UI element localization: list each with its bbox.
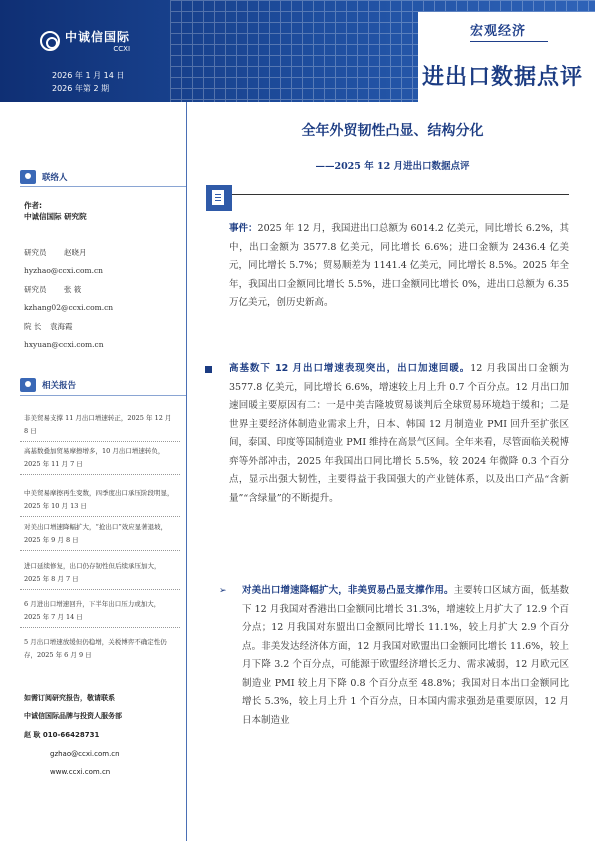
- logo-cn-text: 中诚信国际: [65, 30, 131, 44]
- arrow-bullet-icon: ➢: [219, 586, 227, 596]
- related-report-item[interactable]: 进口延续修复，出口仍存韧性但后续承压加大，2025 年 8 月 7 日: [24, 562, 161, 583]
- subscribe-contact: 赵 耿 010-66428731: [24, 731, 100, 739]
- contact-icon: [20, 170, 36, 184]
- person-3-role: 院 长: [24, 322, 42, 331]
- report-category: 宏观经济: [470, 24, 527, 39]
- related-divider: [20, 474, 180, 475]
- subscribe-email[interactable]: gzhao@ccxi.com.cn: [50, 750, 120, 758]
- report-date: 2026 年 1 月 14 日: [52, 71, 125, 80]
- author-label: 作者:: [24, 201, 42, 210]
- point-1-lead: 高基数下 12 月出口增速表现突出，出口加速回暖。: [229, 363, 471, 374]
- related-divider: [20, 441, 180, 442]
- point-2-text: 主要转口区域方面，低基数下 12 月我国对香港出口金额同比增长 31.3%，增速较上月扩大了 12.9 个百分点；12 月我国对东盟出口金额同比增长 11.1%，较上月扩大 2.9 个百分点。非美发达经济体方面，12 月我国对欧盟出口金额同比增长 11.6%，较上月下降 3.2 个百分点，可能源于欧盟经济增长乏力、需求减弱，12 月欧元区制造业 PMI 较上月下降 0.8 个百分点至 48.8%；我国对日本出口金额同比增长 5.3%，较上月上升 1 个百分点，日本国内需求强劲是重要原因，12 月日本制造业: [242, 585, 569, 726]
- related-report-item[interactable]: 高基数叠加贸易摩擦增多，10 月出口增速转负，2025 年 11 月 7 日: [24, 447, 165, 468]
- related-rule: [20, 395, 186, 396]
- sidebar: [0, 160, 186, 841]
- person-1-name: 赵晓月: [64, 248, 87, 257]
- contacts-heading: [20, 170, 68, 184]
- person-3-email[interactable]: hxyuan@ccxi.com.cn: [24, 340, 104, 349]
- related-report-item[interactable]: 对美出口增速降幅扩大，“抢出口”效应显著退坡，2025 年 9 月 8 日: [24, 523, 168, 544]
- contacts-heading-label: 联络人: [42, 173, 68, 183]
- person-3-name: 袁海霞: [50, 322, 73, 331]
- event-text: 2025 年 12 月，我国进出口总额为 6014.2 亿美元，同比增长 6.2%，其中，出口金额为 3577.8 亿美元，同比增长 6.6%；进口金额为 2436.4 亿美元，同比增长 5.7%；贸易顺差为 1141.4 亿美元，同比增长 8.5%。2025 年全年，我国出口金额同比增长 5.5%，进口金额同比增长 0%，进出口总额为 6.35 万亿美元，创历史新高。: [229, 223, 569, 308]
- subscribe-line-2: 中诚信国际品牌与投资人服务部: [24, 712, 122, 720]
- related-divider: [20, 589, 180, 590]
- person-2-email[interactable]: kzhang02@ccxi.com.cn: [24, 303, 114, 312]
- report-issue: 2026 年第 2 期: [52, 84, 110, 93]
- event-paragraph: [229, 220, 569, 313]
- contacts-rule: [20, 186, 186, 187]
- body-top-rule: [232, 194, 569, 195]
- related-report-item[interactable]: 中美贸易摩擦再生变数，四季度出口承压阶段明显，2025 年 10 月 13 日: [24, 489, 174, 510]
- website-link[interactable]: www.ccxi.com.cn: [50, 768, 111, 776]
- report-series-title: 进出口数据点评: [421, 65, 583, 90]
- page-subtitle: ——2025 年 12 月进出口数据点评: [315, 161, 470, 172]
- sidebar-divider: [186, 102, 187, 841]
- person-2-role: 研究员: [24, 285, 47, 294]
- related-report-item[interactable]: 非美贸易支撑 11 月出口增速转正，2025 年 12 月 8 日: [24, 414, 172, 435]
- related-heading-label: 相关报告: [42, 381, 77, 391]
- related-divider: [20, 627, 180, 628]
- point-1-text: 12 月我国出口金额为 3577.8 亿美元，同比增长 6.6%，增速较上月上升 0.7 个百分点。12 月出口加速回暖主要原因有二：一是中美吉隆坡贸易谈判后全球贸易环境趋于缓和；二是世界主要经济体制造业需求上升，日本、韩国 12 月制造业 PMI 回升至扩张区间，泰国、印度等国制造业 PMI 维持在高景气区间。全年来看，尽管面临关税博弈等外部冲击，2025 年我国出口同比增长 5.5%，较 2024 年微降 0.3 个百分点，显示出强大韧性，主要得益于我国强大的产业链体系，以及出口产品“含新量”“含绿量”的不断提升。: [229, 363, 569, 504]
- related-heading: [20, 378, 76, 392]
- event-label: 事件：: [229, 223, 258, 234]
- related-report-item[interactable]: 6 月进出口增速回升，下半年出口压力或加大，2025 年 7 月 14 日: [24, 600, 161, 621]
- subscribe-line-1: 如需订阅研究报告，敬请联系: [24, 694, 115, 702]
- point-2-paragraph: [242, 582, 569, 730]
- author-org: 中诚信国际 研究院: [24, 212, 87, 221]
- related-report-item[interactable]: 5 月出口增速放缓但仍稳增，关税博弈不确定性仍存，2025 年 6 月 9 日: [24, 638, 167, 659]
- related-reports-icon: [20, 378, 36, 392]
- point-2-lead: 对美出口增速降幅扩大，非美贸易凸显支撑作用。: [242, 585, 454, 596]
- ccxi-logo: [40, 28, 130, 53]
- person-1-role: 研究员: [24, 248, 47, 257]
- person-2-name: 张 筱: [64, 285, 82, 294]
- square-bullet-icon: [205, 366, 212, 373]
- related-divider: [20, 516, 180, 517]
- logo-mark-icon: [40, 31, 60, 51]
- document-icon: [206, 185, 232, 211]
- category-underline: [470, 41, 548, 42]
- logo-en-text: CCXI: [113, 45, 131, 53]
- related-divider: [20, 550, 180, 551]
- page-title: 全年外贸韧性凸显、结构分化: [301, 123, 484, 139]
- point-1-paragraph: [229, 360, 569, 508]
- person-1-email[interactable]: hyzhao@ccxi.com.cn: [24, 266, 103, 275]
